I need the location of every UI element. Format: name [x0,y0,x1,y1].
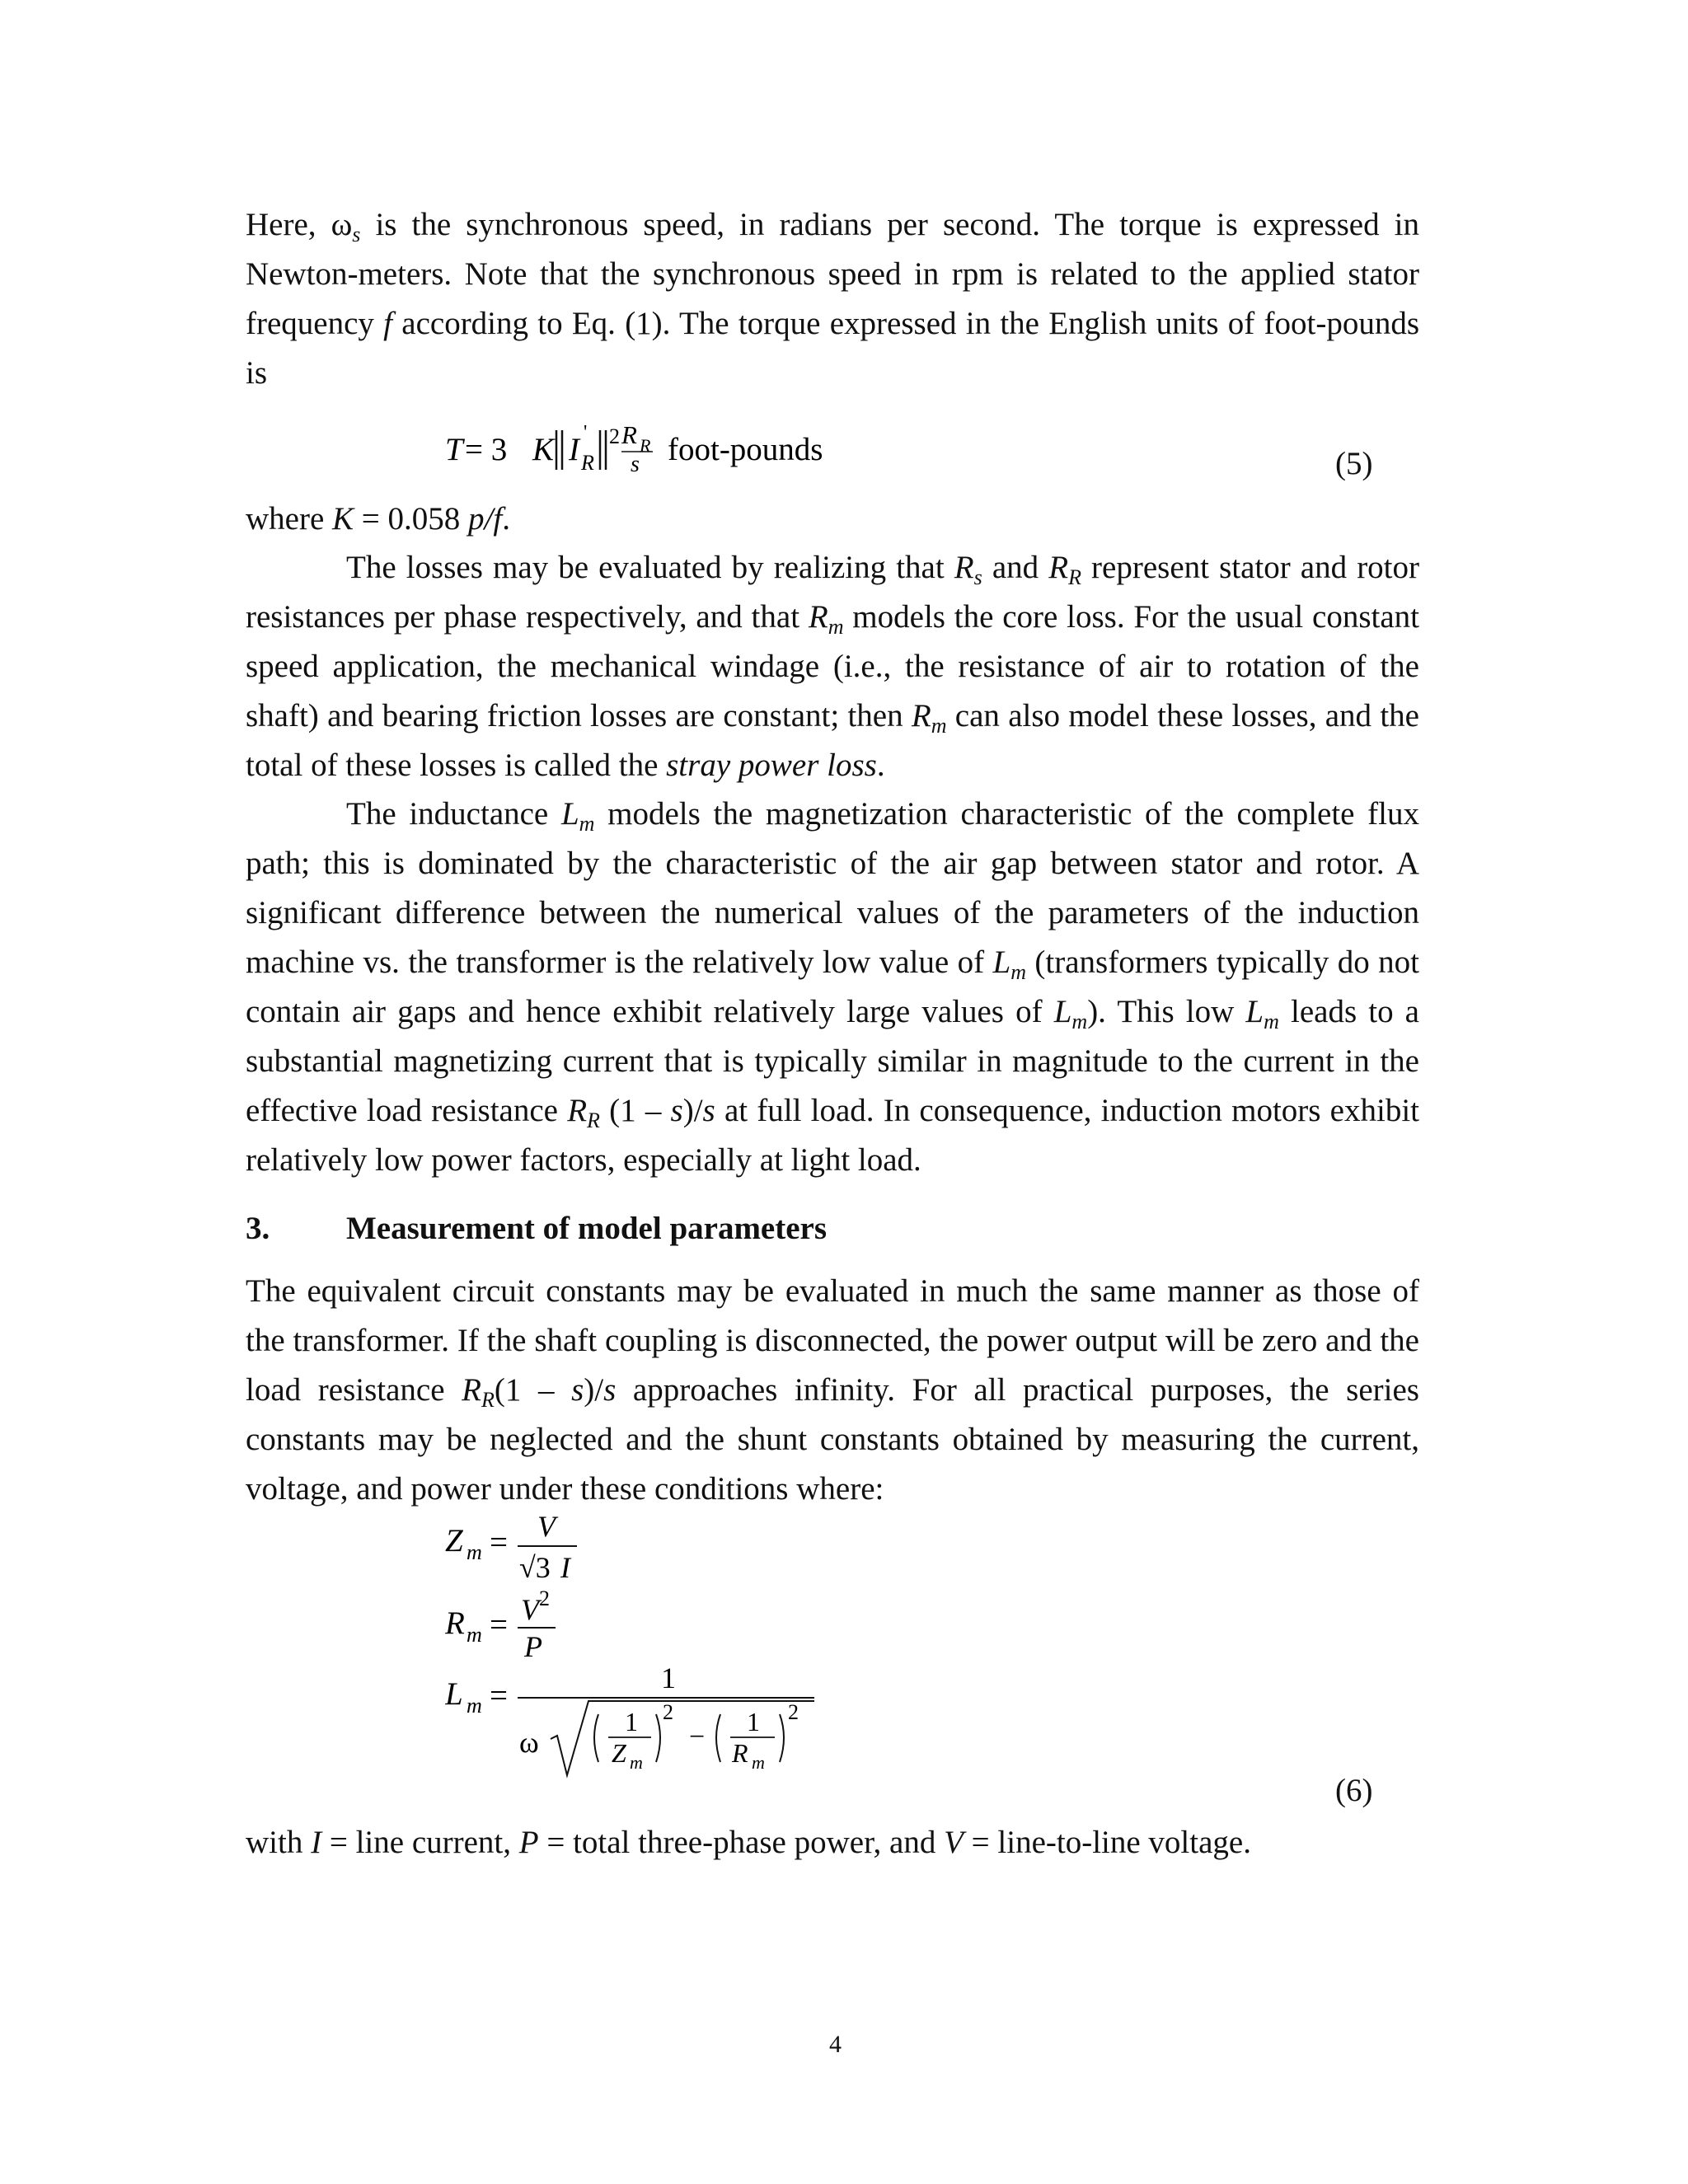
paragraph-synchronous-speed [246,200,1419,398]
text: )/ [584,1372,604,1408]
text: (1 – [494,1372,572,1408]
italic-variable: L [560,796,579,832]
italic-variable: s [603,1372,617,1408]
equation-number-5: (5) [1335,446,1373,481]
italic-variable: s [702,1093,715,1128]
text: approaches infinity. For all practical purposes, the series constants may be neglected and the shunt constants obtained by measuring the current, voltage, and power under these conditions where: [246,1372,1419,1507]
text: represent stator and rotor resistances per phase respectively, and that [246,550,1420,635]
italic-variable: P [518,1825,539,1860]
eq6-rm-num: V [521,1593,539,1626]
eq6-minus: − [689,1722,706,1752]
italic-variable: V [944,1825,964,1860]
subscript: R [481,1388,495,1412]
equation-number-6: (6) [1335,1773,1373,1808]
paragraph-where-k [246,494,1419,544]
eq5-frac-num-sub: R [640,435,651,456]
eq6-rm-sub: m [467,1623,482,1647]
paragraph-inductance [246,790,1419,1185]
text: = total three-phase power, and [538,1825,945,1860]
eq5-i-sub: R [581,451,594,475]
italic-variable: L [1245,994,1264,1029]
text: with [246,1825,312,1860]
text: (1 – [599,1093,671,1128]
text: (transformers typically do not contain air gaps and hence exhibit relatively large values of [246,944,1420,1029]
equation-5 [445,419,874,493]
eq6-lm-sub: m [467,1694,482,1718]
italic-variable: I [311,1825,322,1860]
eq6-za: Z [612,1738,626,1768]
eq6-exp-b: 2 [788,1700,799,1724]
section-number: 3. [246,1211,270,1246]
eq5-equals: = 3 [465,432,508,467]
equation-5-formula [445,419,874,485]
text: The inductance [346,796,561,832]
eq6-zm-equals: = [490,1525,508,1560]
italic-variable: L [1053,994,1072,1029]
equation-6-formulas [445,1510,841,1790]
emphasis-text: stray power loss [666,748,877,783]
eq6-rb-sub: m [752,1752,765,1773]
paragraph-with-definitions [246,1818,1419,1868]
italic-variable: L [992,944,1011,980]
eq6-one-a: 1 [625,1707,638,1736]
page-number: 4 [829,2031,842,2058]
subscript: s [352,223,361,246]
italic-variable: R [954,550,974,585]
section-title: Measurement of model parameters [346,1211,828,1246]
italic-variable: R [567,1093,588,1128]
eq6-rm: R [445,1605,465,1641]
text: at full load. In consequence, induction motors exhibit relatively low power factors, especially at light load. [246,1093,1419,1178]
italic-variable: R [808,599,828,635]
text: . [876,748,885,783]
eq6-exp-a: 2 [663,1700,673,1724]
eq6-zm-den-root: √3 [519,1551,551,1584]
paragraph-losses [246,543,1419,790]
eq6-rm-equals: = [490,1607,508,1643]
eq5-frac-num: R [621,420,637,449]
paragraph-equivalent-circuit [246,1267,1419,1514]
eq6-zm: Z [445,1523,463,1558]
eq6-rm-den: P [524,1630,542,1663]
subscript: m [828,615,844,639]
text: )/ [682,1093,703,1128]
text: leads to a substantial magnetizing current that is typically similar in magnitude to the current in the effective load resistance [246,994,1419,1128]
text: = line current, [321,1825,519,1860]
eq6-zm-sub: m [467,1540,482,1564]
italic-variable: p/f [468,501,503,537]
text: where [246,501,333,537]
subscript: m [1264,1010,1279,1033]
italic-variable: s [670,1093,683,1128]
eq6-rm-num-exp: 2 [539,1586,550,1610]
eq6-zm-den-i: I [560,1551,570,1584]
text: can also model these losses, and the total of these losses is called the [246,698,1419,783]
text: according to Eq. (1). The torque expressed in the English units of foot-pounds is [246,306,1420,391]
eq6-omega: ω [519,1726,539,1759]
eq5-k: K [532,432,555,467]
subscript: m [1071,1010,1088,1033]
eq5-exponent: 2 [609,424,620,448]
italic-variable: K [332,501,354,537]
equation-6 [445,1510,841,1798]
text: Here, ω [246,207,353,242]
subscript: s [973,565,982,589]
eq6-lm-equals: = [490,1678,508,1713]
section-heading [246,1210,827,1247]
text: is the synchronous speed, in radians per second. The torque is expressed in Newton-meters. Note that the synchronous speed in rpm is related to the applied stator frequency [246,207,1419,341]
italic-variable: f [383,306,393,341]
italic-variable: R [462,1372,481,1408]
text: and [982,550,1049,585]
eq6-za-sub: m [630,1752,643,1773]
eq5-lhs: T [445,432,463,467]
subscript: m [931,714,947,738]
eq5-prime: ' [584,422,588,443]
text: = 0.058 [354,501,469,537]
subscript: R [1068,565,1081,589]
italic-variable: R [1048,550,1069,585]
eq6-rb: R [732,1738,748,1768]
eq6-lm-num: 1 [661,1661,676,1694]
eq6-lm: L [445,1676,463,1712]
eq5-i: I [569,432,579,467]
eq6-one-b: 1 [747,1707,760,1736]
text: The losses may be evaluated by realizing that [346,550,954,585]
subscript: m [579,812,595,836]
eq5-unit: foot-pounds [668,432,823,467]
text: The equivalent circuit constants may be evaluated in much the same manner as those of the transformer. If the shaft coupling is disconnected, the power output will be zero and the load resistance [246,1273,1419,1408]
italic-variable: R [911,698,931,733]
text: = line-to-line voltage. [963,1825,1251,1860]
subscript: R [587,1108,600,1132]
italic-variable: s [571,1372,584,1408]
subscript: m [1010,960,1026,984]
eq5-frac-den: s [631,452,640,477]
text: . [502,501,510,537]
text: ). This low [1087,994,1246,1029]
text: models the magnetization characteristic of the complete flux path; this is dominated by the characteristic of the air gap between stator and rotor. A significant difference between the numerical values of the parameters of the induction machine vs. the transformer is the relatively low value of [246,796,1420,980]
eq6-zm-num: V [537,1510,556,1543]
text: models the core loss. For the usual constant speed application, the mechanical windage (i.e., the resistance of air to rotation of the shaft) and bearing friction losses are constant; then [246,599,1420,733]
